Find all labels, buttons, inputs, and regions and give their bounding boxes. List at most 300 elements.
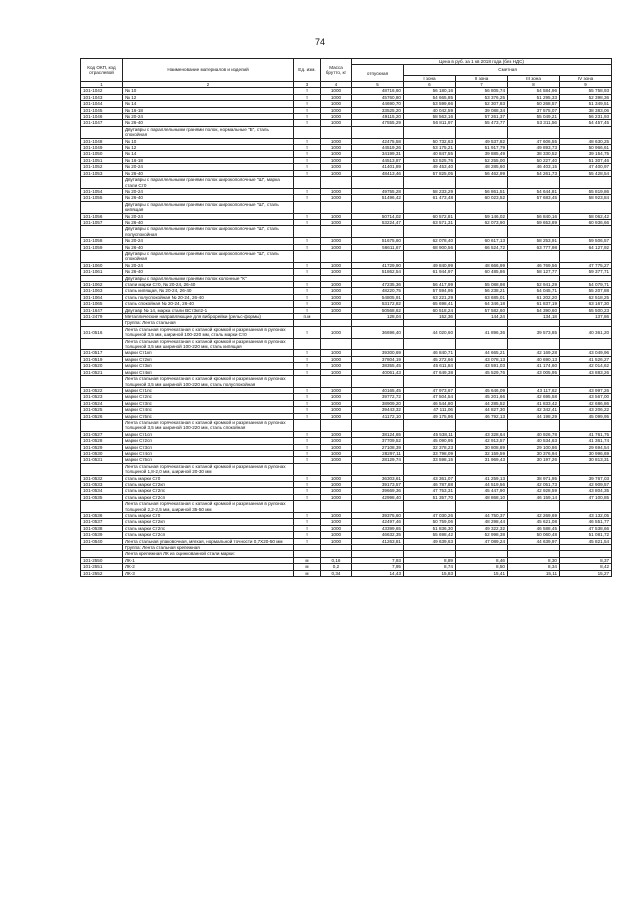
unit-cell: т [294,213,321,219]
zone-3-price-cell [508,338,560,350]
zone-2-price-cell: 57 582,60 [456,307,508,313]
code-cell: 101-1064 [81,294,123,300]
code-cell: 101-0524 [81,400,123,406]
mass-cell [321,501,352,513]
zone-2-price-cell: 46 792,13 [456,413,508,419]
release-price-cell: 49755,28 [352,188,404,194]
zone-3-price-cell: 46 403,15 [508,164,560,170]
zone-3-price-cell: 30 197,26 [508,457,560,463]
mass-cell: 1000 [321,532,352,538]
unit-cell: т [294,326,321,338]
release-price-cell: 36696,40 [352,326,404,338]
zone-4-price-cell: 43 883,26 [560,369,612,375]
unit-cell: т [294,350,321,356]
name-cell: сталь марки Ст2сп [123,494,294,500]
name-cell: марки Ст3сп [123,444,294,450]
zone-2-price-cell: 52 998,38 [456,532,508,538]
code-cell: 101-0522 [81,387,123,393]
zone-3-price-cell: 37 575,07 [508,107,560,113]
code-cell: 101-0526 [81,413,123,419]
unit-cell: т [294,151,321,157]
zone-3-price-cell: 54 390,60 [508,307,560,313]
header-code: Код ОКП, код отраслевой [81,59,123,82]
zone-4-price-cell: 47 775,27 [560,262,612,268]
mass-cell: 1000 [321,288,352,294]
mass-cell: 1000 [321,356,352,362]
zone-2-price-cell: 60 023,52 [456,195,508,201]
release-price-cell: 51675,60 [352,238,404,244]
zone-1-price-cell: 60 572,81 [404,213,456,219]
column-number: 5 [352,82,404,88]
zone-1-price-cell: 44 020,60 [404,326,456,338]
release-price-cell: 53224,47 [352,219,404,225]
zone-1-price-cell: 45 538,11 [404,431,456,437]
zone-2-price-cell [456,177,508,189]
zone-3-price-cell: 41 833,42 [508,400,560,406]
zone-3-price-cell: 30 376,94 [508,450,560,456]
release-price-cell: 46632,35 [352,532,404,538]
zone-2-price-cell: 32 159,59 [456,450,508,456]
unit-cell: т [294,120,321,126]
unit-cell: т [294,475,321,481]
zone-2-price-cell: 47 089,24 [456,538,508,544]
code-cell: 101-1052 [81,164,123,170]
mass-cell: 1000 [321,262,352,268]
unit-cell: т [294,238,321,244]
release-price-cell: 28129,74 [352,457,404,463]
code-cell: 101-1056 [81,213,123,219]
zone-3-price-cell: 39 573,85 [508,326,560,338]
zone-2-price-cell: 48 298,44 [456,519,508,525]
zone-1-price-cell: 57 825,05 [404,170,456,176]
zone-1-price-cell: 33 598,15 [404,457,456,463]
unit-cell [294,201,321,213]
code-cell: 101-1055 [81,195,123,201]
name-cell: Группа: Лента стальная [123,320,294,326]
mass-cell: 1000 [321,145,352,151]
code-cell: 101-2552 [81,570,123,576]
zone-2-price-cell [456,201,508,213]
zone-3-price-cell: 29 100,86 [508,444,560,450]
mass-cell: 1000 [321,387,352,393]
zone-3-price-cell: 45 621,08 [508,519,560,525]
release-price-cell: 45760,80 [352,94,404,100]
mass-cell: 1000 [321,350,352,356]
zone-1-price-cell: 40 042,59 [404,107,456,113]
zone-2-price-cell: 55 088,98 [456,282,508,288]
name-cell: марки Ст2пс [123,394,294,400]
release-price-cell: 42475,58 [352,138,404,144]
zone-4-price-cell [560,419,612,431]
mass-cell: 1000 [321,494,352,500]
zone-1-price-cell [404,338,456,350]
mass-cell: 1000 [321,120,352,126]
release-price-cell: 44513,87 [352,157,404,163]
code-cell: 101-1044 [81,101,123,107]
unit-cell: т [294,538,321,544]
zone-3-price-cell: 49 893,73 [508,145,560,151]
unit-cell: т [294,88,321,94]
zone-1-price-cell: 49 639,63 [404,538,456,544]
zone-3-price-cell: 47 606,55 [508,138,560,144]
zone-3-price-cell: 42 342,41 [508,407,560,413]
release-price-cell: 39772,72 [352,394,404,400]
mass-cell: 1000 [321,88,352,94]
code-cell: 101-1063 [81,288,123,294]
release-price-cell: 38355,45 [352,363,404,369]
name-cell: сталь марки Ст2пс [123,525,294,531]
code-cell: 101-1065 [81,301,123,307]
code-cell: 101-1053 [81,170,123,176]
name-cell: Группа: Лента стальная крепежная [123,545,294,551]
zone-1-price-cell [404,126,456,138]
release-price-cell: 50714,02 [352,213,404,219]
unit-cell: т [294,513,321,519]
zone-4-price-cell: 51 349,51 [560,101,612,107]
zone-4-price-cell: 47 400,97 [560,164,612,170]
zone-3-price-cell: 54 584,96 [508,88,560,94]
zone-1-price-cell [404,463,456,475]
zone-3-price-cell [508,463,560,475]
release-price-cell: 128,04 [352,314,404,320]
code-cell [81,419,123,431]
code-cell [81,201,123,213]
release-price-cell: 39173,57 [352,482,404,488]
code-cell: 101-1057 [81,219,123,225]
name-cell: марки Ст3кп [123,363,294,369]
unit-cell: т [294,157,321,163]
zone-2-price-cell: 52 307,83 [456,101,508,107]
zone-1-price-cell: 57 594,95 [404,288,456,294]
header-zone-3: III зона [508,75,560,81]
zone-4-price-cell: 43 567,00 [560,394,612,400]
zone-2-price-cell [456,250,508,262]
column-number: 1 [81,82,123,88]
unit-cell: т [294,188,321,194]
unit-cell: т [294,164,321,170]
zone-1-price-cell: 63 221,29 [404,294,456,300]
mass-cell: 1000 [321,269,352,275]
zone-4-price-cell: 59 506,57 [560,238,612,244]
unit-cell [294,419,321,431]
mass-cell: 1000 [321,195,352,201]
zone-1-price-cell: 62 078,40 [404,238,456,244]
zone-1-price-cell [404,250,456,262]
price-table-body [81,88,612,577]
zone-4-price-cell: 39 767,03 [560,475,612,481]
zone-3-price-cell: 55 049,21 [508,114,560,120]
zone-1-price-cell: 56 811,97 [404,120,456,126]
zone-2-price-cell: 42 913,57 [456,438,508,444]
group-heading-row [81,201,612,213]
zone-3-price-cell [508,250,560,262]
mass-cell [321,226,352,238]
unit-cell: т [294,519,321,525]
mass-cell [321,250,352,262]
zone-3-price-cell: 63 777,98 [508,244,560,250]
release-price-cell: 48716,60 [352,88,404,94]
zone-2-price-cell: 45 447,90 [456,488,508,494]
code-cell: 101-0528 [81,438,123,444]
zone-3-price-cell: 54 644,81 [508,188,560,194]
zone-3-price-cell: 59 653,89 [508,219,560,225]
unit-cell: т [294,488,321,494]
unit-cell: т [294,307,321,313]
zone-2-price-cell: 60 485,86 [456,269,508,275]
zone-2-price-cell [456,376,508,388]
zone-2-price-cell: 41 896,36 [456,326,508,338]
zone-2-price-cell: 56 861,51 [456,188,508,194]
release-price-cell: 56611,67 [352,244,404,250]
zone-4-price-cell [560,501,612,513]
zone-4-price-cell [560,463,612,475]
zone-3-price-cell: 61 837,19 [508,301,560,307]
zone-1-price-cell [404,419,456,431]
unit-cell: т [294,195,321,201]
zone-2-price-cell [456,419,508,431]
unit-cell: м [294,557,321,563]
zone-1-price-cell: 45 090,95 [404,438,456,444]
group-heading-row [81,250,612,262]
release-price-cell: 43399,65 [352,525,404,531]
name-cell: Двутавры с параллельными гранями полок широкополочные "Ш", сталь полуспокойная [123,226,294,238]
code-cell [81,250,123,262]
zone-1-price-cell: 68 900,56 [404,244,456,250]
header-mass: Масса брутто, кг [321,59,352,82]
zone-1-price-cell: 65 698,41 [404,301,456,307]
zone-1-price-cell [404,226,456,238]
code-cell: 101-1051 [81,157,123,163]
mass-cell: 1000 [321,107,352,113]
zone-3-price-cell: 8,34 [508,564,560,570]
name-cell: Двутавры с параллельными гранями полок широкополочные "Ш", сталь спокойная [123,250,294,262]
header-release-price: отпускная [352,65,404,82]
zone-1-price-cell: 152,36 [404,314,456,320]
zone-1-price-cell: 50 759,06 [404,519,456,525]
code-cell: 101-1054 [81,188,123,194]
zone-1-price-cell: 15,83 [404,570,456,576]
unit-cell: т [294,369,321,375]
zone-3-price-cell: 46 588,45 [508,525,560,531]
zone-3-price-cell: 57 683,45 [508,195,560,201]
name-cell: Двутавры с параллельными гранями полок, нормальные "Б", сталь спокойная [123,126,294,138]
zone-4-price-cell: 54 457,45 [560,120,612,126]
zone-3-price-cell: 51 295,33 [508,94,560,100]
zone-1-price-cell: 45 272,66 [404,356,456,362]
mass-cell [321,376,352,388]
zone-2-price-cell: 8,46 [456,557,508,563]
header-estimate-price: Сметная [404,65,612,75]
mass-cell: 1000 [321,170,352,176]
unit-cell: т [294,525,321,531]
mass-cell: 1000 [321,513,352,519]
zone-1-price-cell: 46 787,88 [404,482,456,488]
code-cell: 101-0529 [81,444,123,450]
zone-4-price-cell: 38 383,06 [560,107,612,113]
release-price-cell [352,376,404,388]
name-cell: марки Ст2кп [123,356,294,362]
zone-4-price-cell [560,338,612,350]
unit-cell: т [294,413,321,419]
name-cell: марки Ст4сп [123,450,294,456]
unit-cell: т [294,450,321,456]
name-cell: марки Ст1кп [123,350,294,356]
zone-4-price-cell: 41 361,74 [560,438,612,444]
zone-1-price-cell: 54 665,85 [404,94,456,100]
unit-cell [294,177,321,189]
code-cell [81,501,123,513]
mass-cell: 1000 [321,114,352,120]
unit-cell [294,501,321,513]
unit-cell [294,250,321,262]
code-cell: 101-0530 [81,450,123,456]
code-cell: 101-0525 [81,407,123,413]
release-price-cell: 49115,20 [352,114,404,120]
name-cell: сталь марки Ст0 [123,513,294,519]
zone-2-price-cell: 59 146,02 [456,213,508,219]
mass-cell: 1000 [321,326,352,338]
mass-cell: 1000 [321,538,352,544]
zone-1-price-cell: 47 973,67 [404,387,456,393]
zone-2-price-cell: 41 259,13 [456,475,508,481]
release-price-cell: 38124,65 [352,431,404,437]
mass-cell: 1000 [321,94,352,100]
zone-4-price-cell: 55 207,88 [560,288,612,294]
unit-cell: т [294,400,321,406]
zone-3-price-cell: 54 261,73 [508,170,560,176]
name-cell: Двутавры с параллельными гранями полок широкополочные "Ш", марка стали Ст0 [123,177,294,189]
column-number: 6 [404,82,456,88]
zone-3-price-cell [508,226,560,238]
zone-2-price-cell: 55 473,77 [456,120,508,126]
zone-2-price-cell: 53 376,25 [456,94,508,100]
code-cell [81,126,123,138]
zone-2-price-cell [456,226,508,238]
mass-cell: 1000 [321,400,352,406]
release-price-cell [352,463,404,475]
zone-2-price-cell: 49 537,82 [456,138,508,144]
zone-1-price-cell: 61 944,97 [404,269,456,275]
zone-3-price-cell: 43 117,62 [508,387,560,393]
release-price-cell: 41263,81 [352,538,404,544]
mass-cell: 1000 [321,407,352,413]
zone-3-price-cell: 56 840,16 [508,213,560,219]
unit-cell [294,463,321,475]
mass-cell: 1000 [321,213,352,219]
column-number: 2 [123,82,294,88]
code-cell: 101-0527 [81,431,123,437]
zone-4-price-cell: 8,37 [560,557,612,563]
column-number: 8 [508,82,560,88]
mass-cell: 0,16 [321,557,352,563]
zone-3-price-cell: 41 174,60 [508,363,560,369]
mass-cell: 1000 [321,394,352,400]
zone-1-price-cell [404,201,456,213]
mass-cell: 0,34 [321,570,352,576]
zone-1-price-cell: 51 357,70 [404,494,456,500]
unit-cell: т [294,145,321,151]
page-number: 74 [314,37,325,47]
mass-cell: 1000 [321,438,352,444]
unit-cell: т [294,282,321,288]
release-price-cell: 41401,89 [352,164,404,170]
column-number: 3 [294,82,321,88]
name-cell: марки Ст5сп [123,457,294,463]
code-cell: 101-2479 [81,314,123,320]
code-cell: 101-0537 [81,519,123,525]
mass-cell [321,201,352,213]
name-cell: марки Ст4пс [123,407,294,413]
zone-3-price-cell [508,126,560,138]
mass-cell: 1000 [321,488,352,494]
zone-3-price-cell: 40 690,13 [508,356,560,362]
zone-2-price-cell: 43 591,03 [456,363,508,369]
zone-4-price-cell [560,226,612,238]
mass-cell: 1000 [321,307,352,313]
zone-2-price-cell: 45 529,76 [456,369,508,375]
code-cell: 101-0519 [81,356,123,362]
zone-1-price-cell: 56 180,16 [404,88,456,94]
unit-cell: т [294,244,321,250]
group-heading-row [81,376,612,388]
zone-2-price-cell: 39 885,49 [456,151,508,157]
code-cell: 101-1045 [81,107,123,113]
code-cell [81,376,123,388]
group-heading-row [81,338,612,350]
zone-3-price-cell [508,501,560,513]
name-cell: марки Ст1сп [123,431,294,437]
mass-cell: 1000 [321,457,352,463]
name-cell: Лента стальная горячекатаная с катаной кромкой и разрезанная в рулонах толщиной 3,5 мм шириной 100-220 мм, сталь спокойная [123,419,294,431]
zone-4-price-cell: 43 997,26 [560,387,612,393]
zone-3-price-cell [508,177,560,189]
zone-3-price-cell [508,376,560,388]
zone-1-price-cell: 40 847,55 [404,151,456,157]
release-price-cell: 53172,82 [352,301,404,307]
zone-4-price-cell: 41 526,27 [560,356,612,362]
name-cell: № 20-24 [123,164,294,170]
name-cell: ЛК-2 [123,564,294,570]
zone-1-price-cell: 50 732,63 [404,138,456,144]
zone-3-price-cell: 134,18 [508,314,560,320]
zone-1-price-cell: 51 836,30 [404,525,456,531]
zone-4-price-cell: 50 966,61 [560,145,612,151]
release-price-cell: 39669,36 [352,488,404,494]
zone-3-price-cell: 53 311,56 [508,120,560,126]
zone-4-price-cell: 63 167,30 [560,301,612,307]
zone-1-price-cell: 43 361,07 [404,475,456,481]
name-cell: сталь спокойная № 20-24, 26-40 [123,301,294,307]
mass-cell: 1000 [321,369,352,375]
zone-4-price-cell: 45 099,95 [560,413,612,419]
release-price-cell: 50568,62 [352,307,404,313]
column-number: 7 [456,82,508,88]
zone-3-price-cell: 46 769,56 [508,262,560,268]
name-cell: № 10 [123,88,294,94]
release-price-cell: 44519,26 [352,145,404,151]
name-cell: № 26-40 [123,269,294,275]
release-price-cell [352,419,404,431]
unit-cell: м [294,564,321,570]
zone-2-price-cell: 52 255,00 [456,157,508,163]
zone-1-price-cell: 55 698,42 [404,532,456,538]
zone-2-price-cell: 66 524,72 [456,244,508,250]
zone-2-price-cell: 56 462,99 [456,170,508,176]
zone-1-price-cell: 47 111,06 [404,407,456,413]
name-cell: сталь кипящая, № 20-24, 26-40 [123,288,294,294]
zone-4-price-cell: 59 377,71 [560,269,612,275]
mass-cell: 1000 [321,157,352,163]
